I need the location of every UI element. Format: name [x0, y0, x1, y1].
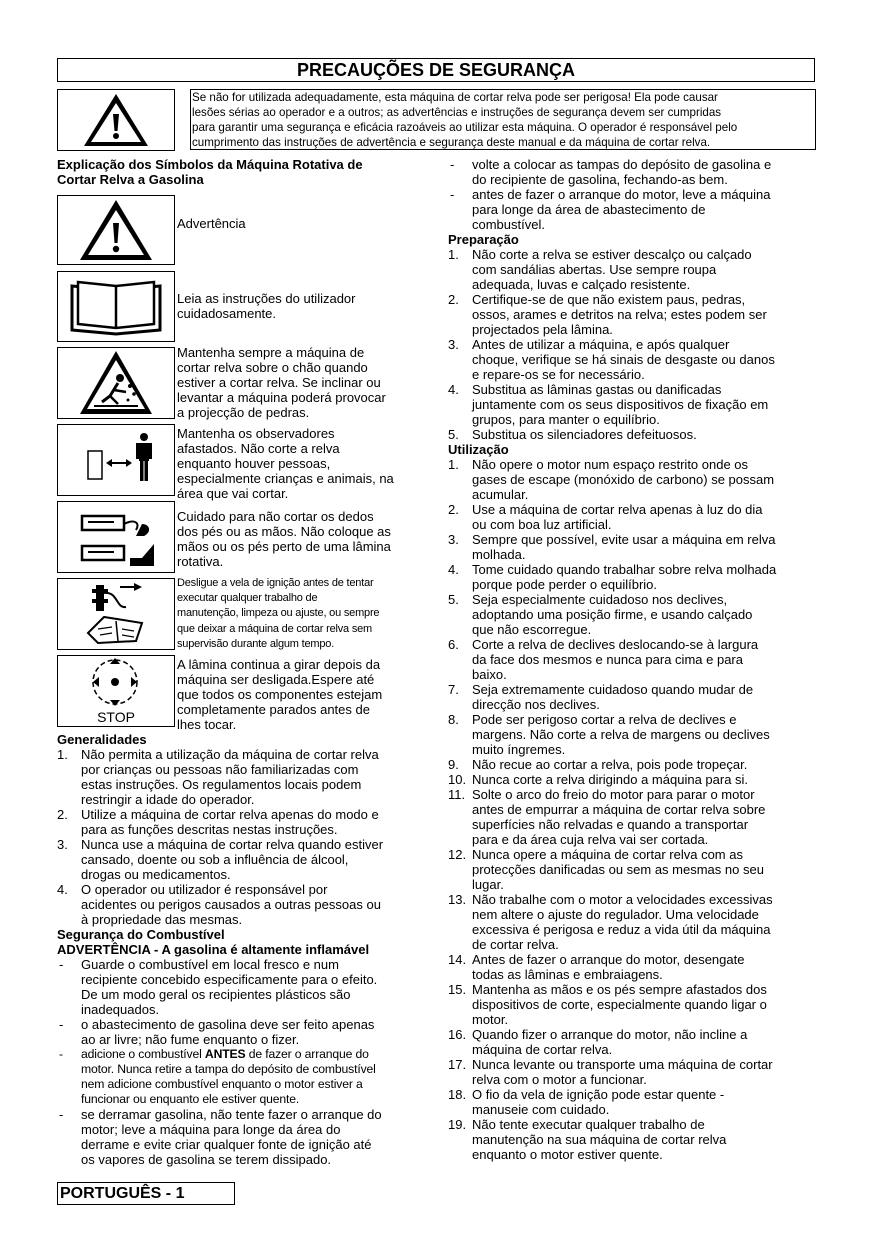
- symbol-thrown-objects-text: Mantenha sempre a máquina de cortar relva sobre o chão quando estiver a cortar relva. Se inclinar ou levantar a máquina poderá provocar a projecção de pedras.: [177, 345, 386, 420]
- symbol-manual-text: Leia as instruções do utilizador cuidadosamente.: [177, 291, 356, 321]
- list-item: - antes de fazer o arranque do motor, leve a máquina para longe da área de abastecimento de combustível.: [450, 187, 771, 232]
- thrown-objects-warning-icon: [58, 348, 174, 418]
- list-item: - o abastecimento de gasolina deve ser feito apenas ao ar livre; não fume enquanto o fizer.: [59, 1017, 375, 1047]
- symbol-stop-box: [57, 655, 175, 727]
- preparacao-heading: Preparação: [448, 232, 519, 247]
- list-item: 13. Não trabalhe com o motor a velocidades excessivas nem altere o ajuste do regulador. Uma velocidade excessiva é perigosa e reduz a vida útil da máquina de cortar relva.: [448, 892, 773, 952]
- list-item: 3. Sempre que possível, evite usar a máquina em relva molhada.: [448, 532, 776, 562]
- list-item: 7. Seja extremamente cuidadoso quando mudar de direcção nos declives.: [448, 682, 754, 712]
- warning-triangle-icon: [58, 90, 174, 150]
- open-book-icon: [58, 272, 174, 341]
- list-item: 5. Substitua os silenciadores defeituosos.: [448, 427, 697, 442]
- generalidades-heading: Generalidades: [57, 732, 147, 747]
- list-item: - se derramar gasolina, não tente fazer o arranque do motor; leve a máquina para longe da área do derrame e evite criar qualquer fonte de ignição até os vapores de gasolina se terem dissipado.: [59, 1107, 382, 1167]
- left-column-lower: [57, 732, 437, 1167]
- list-item: 9. Não recue ao cortar a relva, pois pode tropeçar.: [448, 757, 748, 772]
- list-item: 2. Utilize a máquina de cortar relva apenas do modo e para as funções descritas nestas instruções.: [57, 807, 379, 837]
- list-item: 2. Certifique-se de que não existem paus, pedras, ossos, arames e detritos na relva; estes podem ser projectados pela lâmina.: [448, 292, 767, 337]
- symbol-thrown-objects-box: [57, 347, 175, 419]
- warning-icon-box: [57, 89, 175, 151]
- list-item: 19. Não tente executar qualquer trabalho de manutenção na sua máquina de cortar relva enquanto o motor estiver quente.: [448, 1117, 727, 1162]
- keep-bystanders-away-icon: [58, 425, 174, 495]
- disconnect-spark-plug-icon: [58, 579, 174, 649]
- list-item: 3. Antes de utilizar a máquina, e após qualquer choque, verifique se há sinais de desgaste ou danos e repare-os se for necessário.: [448, 337, 775, 382]
- list-item: 11. Solte o arco do freio do motor para parar o motor antes de empurrar a máquina de cortar relva sobre superfícies não relvadas e quando a transportar para e da área cuja relva vai ser cortada.: [448, 787, 766, 847]
- warning-triangle-icon: [58, 196, 174, 264]
- symbol-warning-text: Advertência: [177, 216, 246, 231]
- list-item: 8. Pode ser perigoso cortar a relva de declives e margens. Não corte a relva de margens ou declives muito íngremes.: [448, 712, 770, 757]
- stop-label: STOP: [97, 709, 135, 725]
- list-item: 10. Nunca corte a relva dirigindo a máquina para si.: [448, 772, 749, 787]
- list-item: - volte a colocar as tampas do depósito de gasolina e do recipiente de gasolina, fechando-as bem.: [450, 157, 772, 187]
- intro-warning-text: Se não for utilizada adequadamente, esta máquina de cortar relva pode ser perigosa! Ela pode causar lesões sérias ao operador e a outros; as advertências e instruções de segurança devem ser cumpridas para garantir uma segurança e eficácia razoáveis ao utilizar esta máquina. O operador é responsável pelo cumprimento das instruções de advertência e segurança deste manual e da máquina de cortar relva.: [190, 89, 816, 150]
- list-item: 18. O fio da vela de ignição pode estar quente - manuseie com cuidado.: [448, 1087, 725, 1117]
- symbol-warning-box: [57, 195, 175, 265]
- symbol-blade-box: [57, 501, 175, 573]
- page-title: PRECAUÇÕES DE SEGURANÇA: [57, 58, 815, 82]
- list-item: 16. Quando fizer o arranque do motor, não incline a máquina de cortar relva.: [448, 1027, 748, 1057]
- list-item: 1. Não opere o motor num espaço restrito onde os gases de escape (monóxido de carbono) se possam acumular.: [448, 457, 775, 502]
- symbol-bystanders-box: [57, 424, 175, 496]
- list-item: 4. O operador ou utilizador é responsável por acidentes ou perigos causados a outras pessoas ou à propriedade das mesmas.: [57, 882, 381, 927]
- symbol-blade-text: Cuidado para não cortar os dedos dos pés ou as mãos. Não coloque as mãos ou os pés perto de uma lâmina rotativa.: [177, 509, 391, 569]
- list-item: 17. Nunca levante ou transporte uma máquina de cortar relva com o motor a funcionar.: [448, 1057, 773, 1087]
- utilizacao-heading: Utilização: [448, 442, 509, 457]
- symbol-manual-box: [57, 271, 175, 342]
- list-item: 15. Mantenha as mãos e os pés sempre afastados dos dispositivos de corte, especialmente quando ligar o motor.: [448, 982, 767, 1027]
- symbol-spark-plug-text: Desligue a vela de ignição antes de tentar executar qualquer trabalho de manutenção, limpeza ou ajuste, ou sempre que deixar a máquina de cortar relva sem supervisão durante algum tempo.: [177, 577, 380, 650]
- right-column: [448, 157, 820, 1162]
- list-item: 6. Corte a relva de declives deslocando-se à largura da face dos mesmos e nunca para cima e para baixo.: [448, 637, 759, 682]
- list-item: 3. Nunca use a máquina de cortar relva quando estiver cansado, doente ou sob a influência de álcool, drogas ou medicamentos.: [57, 837, 384, 882]
- page-footer: PORTUGUÊS - 1: [57, 1182, 235, 1205]
- rotating-blade-stop-icon: [58, 656, 174, 708]
- symbol-spark-plug-box: [57, 578, 175, 650]
- combustivel-warning: ADVERTÊNCIA - A gasolina é altamente inflamável: [57, 942, 370, 957]
- list-item: 1. Não permita a utilização da máquina de cortar relva por crianças ou pessoas não familiarizadas com estas instruções. Os regulamentos locais podem restringir a idade do operador.: [57, 747, 379, 807]
- list-item: 12. Nunca opere a máquina de cortar relva com as protecções danificadas ou sem as mesmas no seu lugar.: [448, 847, 764, 892]
- list-item: 4. Substitua as lâminas gastas ou danificadas juntamente com os seus dispositivos de fixação em grupos, para manter o equilíbrio.: [448, 382, 769, 427]
- blade-cutting-hazard-icon: [58, 502, 174, 572]
- list-item: 5. Seja especialmente cuidadoso nos declives, adoptando uma posição firme, e usando calçado que não escorregue.: [448, 592, 753, 637]
- symbols-heading: Explicação dos Símbolos da Máquina Rotativa de Cortar Relva a Gasolina: [57, 157, 363, 187]
- list-item: 1. Não corte a relva se estiver descalço ou calçado com sandálias abertas. Use sempre roupa adequada, luvas e calçado resistente.: [448, 247, 752, 292]
- combustivel-heading: Segurança do Combustível: [57, 927, 225, 942]
- symbol-stop-text: A lâmina continua a girar depois da máquina ser desligada.Espere até que todos os componentes estejam completamente parados antes de lhes tocar.: [177, 657, 383, 732]
- list-item: 14. Antes de fazer o arranque do motor, desengate todas as lâminas e embraiagens.: [448, 952, 745, 982]
- list-item: 4. Tome cuidado quando trabalhar sobre relva molhada porque pode perder o equilíbrio.: [448, 562, 777, 592]
- symbol-bystanders-text: Mantenha os observadores afastados. Não corte a relva enquanto houver pessoas, especialmente crianças e animais, na área que vai cortar.: [177, 426, 394, 501]
- list-item: 2. Use a máquina de cortar relva apenas à luz do dia ou com boa luz artificial.: [448, 502, 763, 532]
- list-item: - adicione o combustível ANTES de fazer o arranque do motor. Nunca retire a tampa do depósito de combustível nem adicione combustível enquanto o motor estiver a funcionar ou enquanto ele estiver quente.: [59, 1047, 376, 1106]
- list-item: - Guarde o combustível em local fresco e num recipiente concebido especificamente para o efeito. De um modo geral os recipientes plásticos são inadequados.: [59, 957, 378, 1017]
